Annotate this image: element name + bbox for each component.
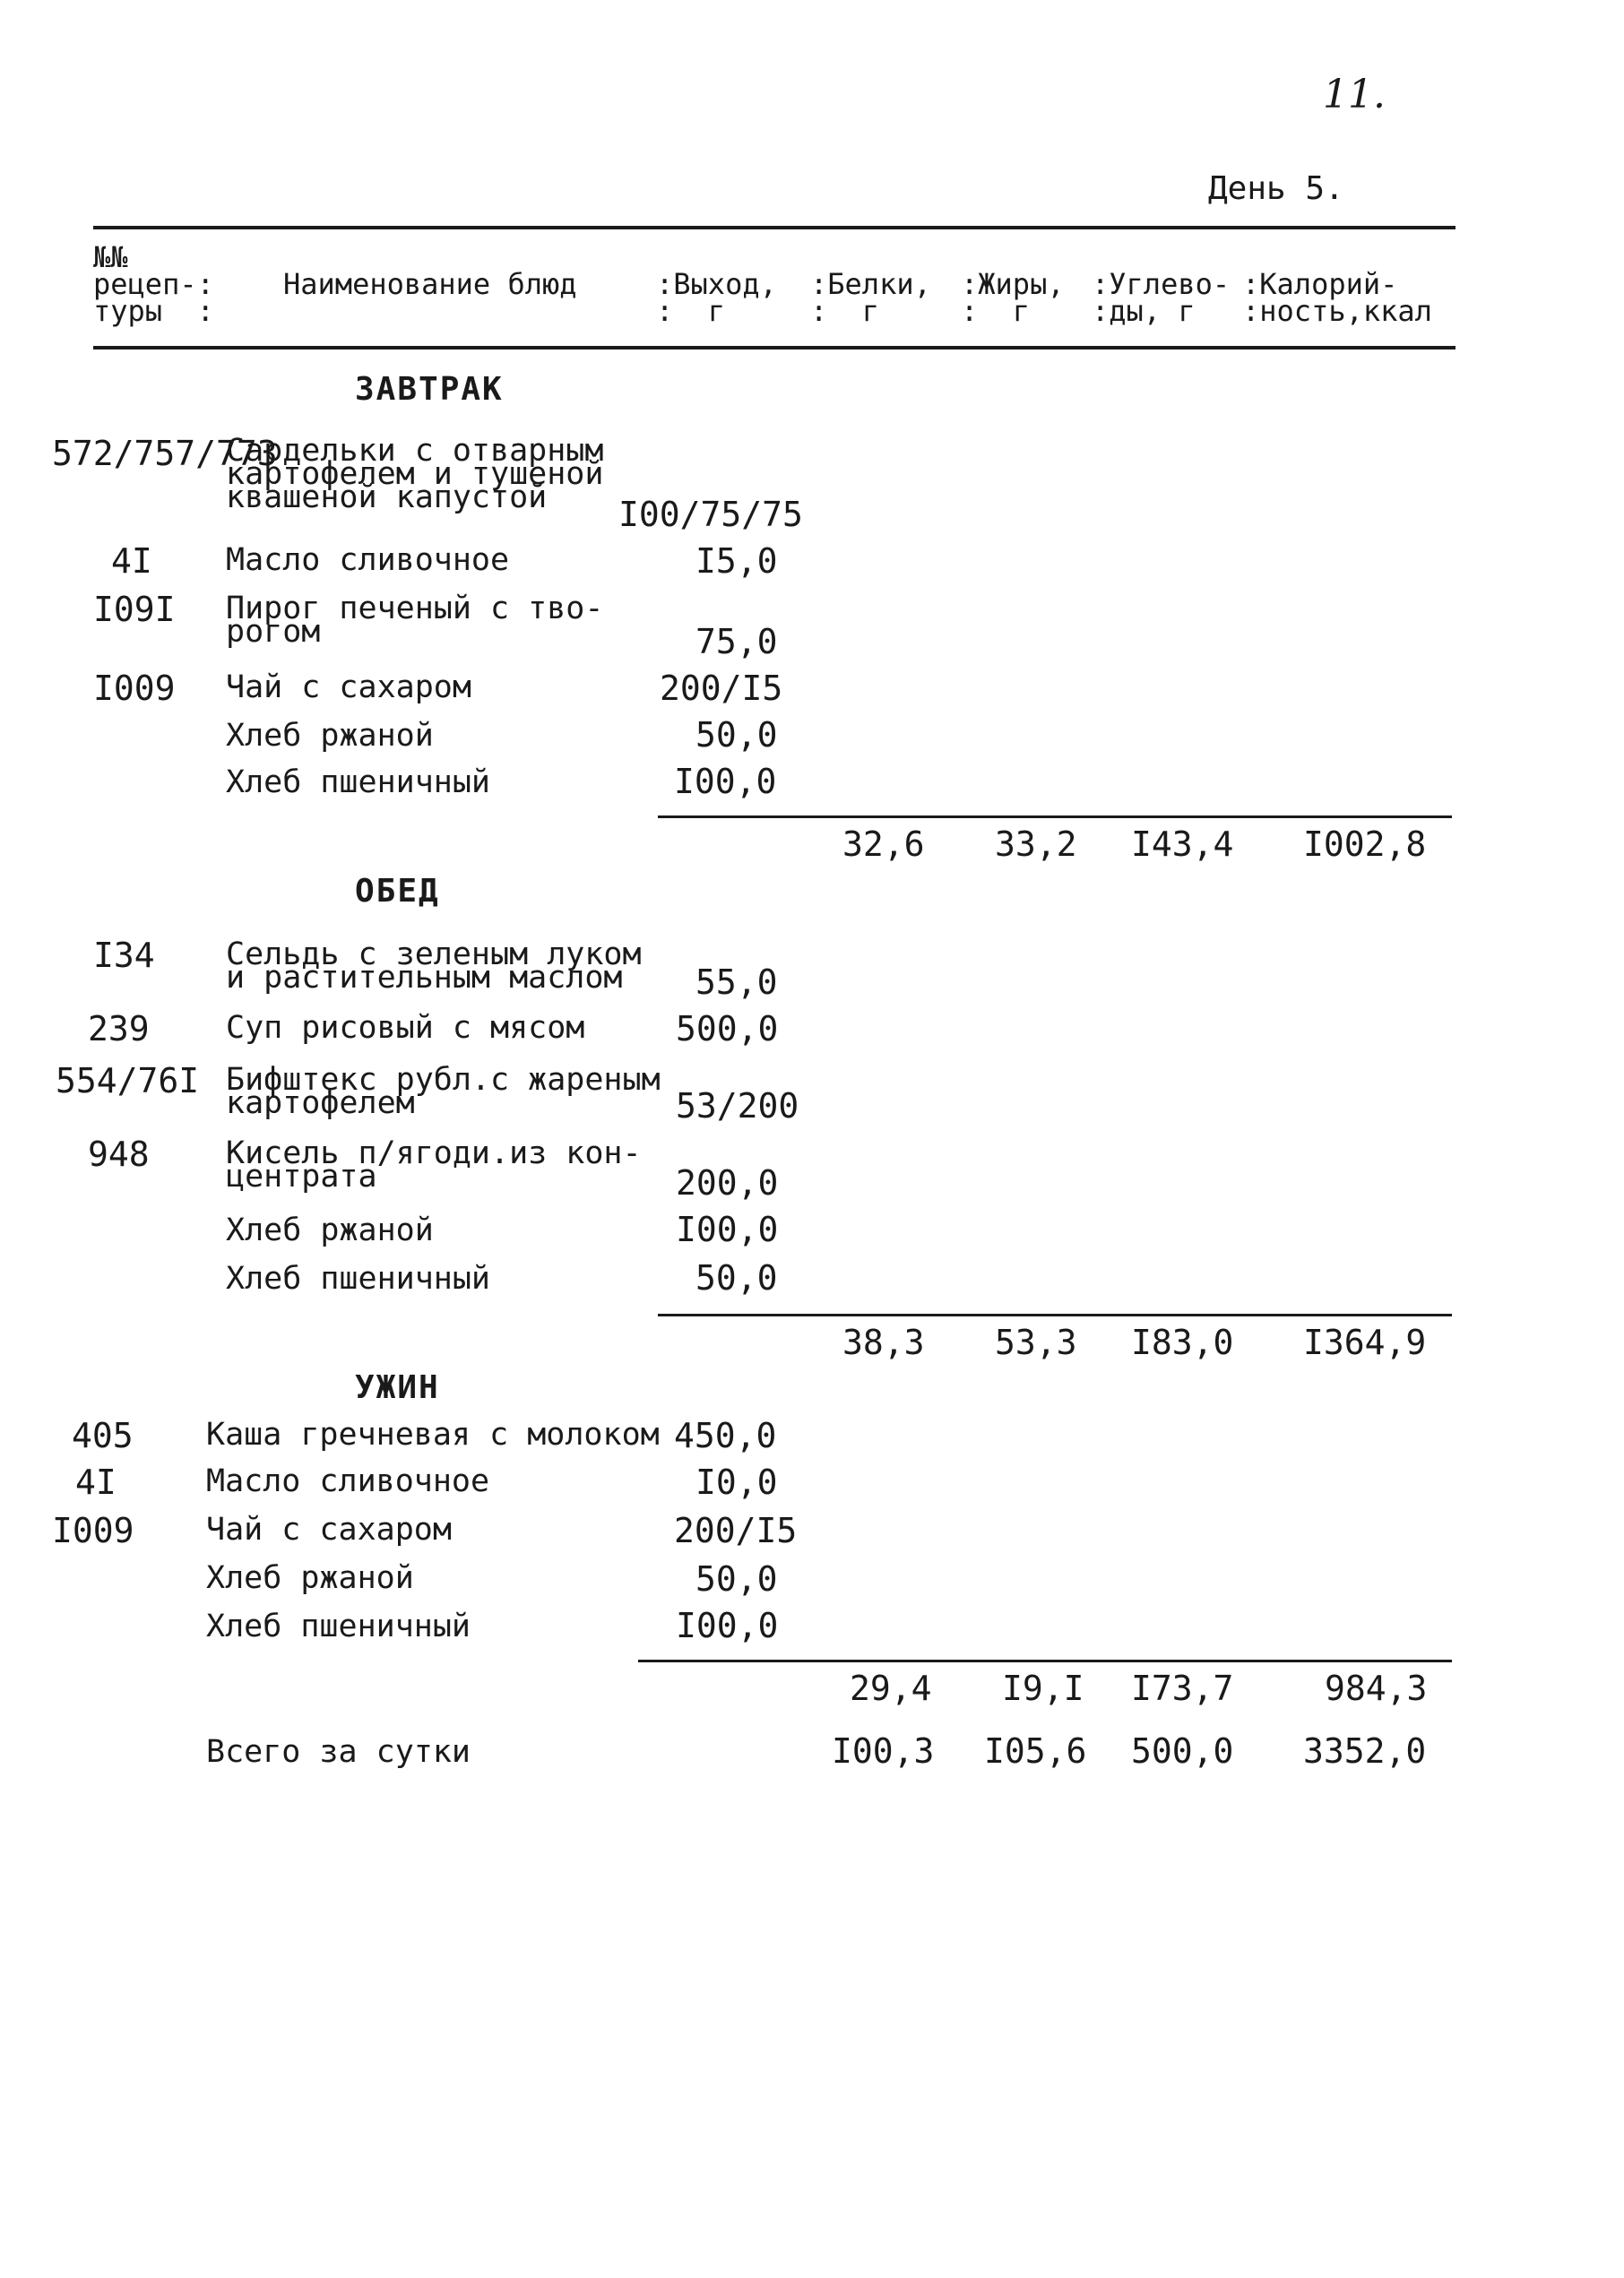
dish-yield: 50,0	[695, 1559, 778, 1599]
header-col-fat: :Жиры, : г	[961, 267, 1065, 328]
total-protein: 38,3	[842, 1323, 925, 1362]
total-fat: 53,3	[995, 1323, 1077, 1362]
section-total-rule	[658, 1314, 1452, 1316]
dish-name: Суп рисовый с мясом	[226, 1010, 585, 1046]
dish-yield: I5,0	[695, 541, 778, 581]
dish-yield: 75,0	[695, 622, 778, 661]
total-kcal: I364,9	[1303, 1323, 1427, 1362]
dish-yield: 200,0	[676, 1163, 779, 1203]
header-col-name: Наименование блюд	[283, 267, 577, 301]
dish-yield: 500,0	[676, 1009, 779, 1048]
header-col-kcal: :Калорий- :ность,ккал	[1242, 267, 1432, 328]
dish-yield: I0,0	[695, 1463, 778, 1502]
header-col-carbs: :Углево- :ды, г	[1092, 267, 1231, 328]
recipe-code: I009	[52, 1511, 134, 1550]
dish-yield: 55,0	[695, 962, 778, 1002]
section-title-lunch: ОБЕД	[355, 873, 440, 910]
dish-name: Хлеб пшеничный	[226, 764, 491, 800]
section-title-dinner: УЖИН	[355, 1369, 440, 1406]
section-total-rule	[658, 815, 1452, 818]
dish-yield: 53/200	[676, 1086, 799, 1126]
total-fat: 33,2	[995, 824, 1077, 864]
day-label: День 5.	[1208, 170, 1344, 207]
header-col-protein: :Белки, : г	[810, 267, 931, 328]
dish-yield: I00,0	[674, 762, 777, 801]
grand-total-protein: I00,3	[832, 1731, 935, 1771]
dish-yield: 450,0	[674, 1416, 777, 1455]
dish-yield: 200/I5	[674, 1511, 798, 1550]
dish-name: Масло сливочное	[206, 1463, 490, 1499]
total-carbs: I83,0	[1131, 1323, 1234, 1362]
total-kcal: I002,8	[1303, 824, 1427, 864]
dish-name: Сардельки с отварным картофелем и тушеной квашеной капустой	[226, 433, 604, 515]
recipe-code: 405	[72, 1416, 134, 1455]
grand-total-fat: I05,6	[984, 1731, 1087, 1771]
dish-yield: I00/75/75	[618, 495, 803, 534]
recipe-code: 572/757/773	[52, 434, 278, 473]
page-number: 11.	[1323, 72, 1386, 117]
dish-yield: 200/I5	[660, 669, 783, 708]
recipe-code: 4I	[111, 541, 152, 581]
grand-total-carbs: 500,0	[1131, 1731, 1234, 1771]
recipe-code: I009	[93, 669, 176, 708]
header-bottom-rule	[93, 346, 1456, 349]
recipe-code: 4I	[75, 1463, 117, 1502]
grand-total-label: Всего за сутки	[206, 1734, 471, 1770]
dish-name: Каша гречневая с молоком	[206, 1417, 660, 1453]
dish-name: Масло сливочное	[226, 542, 510, 578]
dish-name: Сельдь с зеленым луком и растительным маслом	[226, 936, 642, 996]
total-fat: I9,I	[1002, 1669, 1084, 1708]
header-col-yield: :Выход, : г	[656, 267, 777, 328]
dish-name: Чай с сахаром	[206, 1512, 452, 1548]
dish-yield: 50,0	[695, 1258, 778, 1298]
recipe-code: 948	[88, 1135, 150, 1174]
dish-name: Кисель п/ягоди.из кон- центрата	[226, 1135, 642, 1195]
section-title-breakfast: ЗАВТРАК	[355, 371, 504, 408]
dish-name: Хлеб пшеничный	[206, 1609, 471, 1644]
section-total-rule	[638, 1660, 1452, 1662]
total-kcal: 984,3	[1325, 1669, 1428, 1708]
dish-yield: 50,0	[695, 715, 778, 755]
recipe-code: 554/76I	[56, 1061, 200, 1100]
dish-yield: I00,0	[676, 1210, 779, 1249]
dish-name: Бифштекс рубл.с жареным картофелем	[226, 1062, 661, 1121]
dish-name: Чай с сахаром	[226, 669, 471, 705]
total-protein: 32,6	[842, 824, 925, 864]
recipe-code: 239	[88, 1009, 150, 1048]
header-col-number: №№ рецеп-: туры :	[93, 240, 214, 328]
dish-name: Хлеб ржаной	[206, 1560, 414, 1596]
total-protein: 29,4	[850, 1669, 932, 1708]
total-carbs: I73,7	[1131, 1669, 1234, 1708]
dish-name: Хлеб пшеничный	[226, 1261, 491, 1297]
grand-total-kcal: 3352,0	[1303, 1731, 1427, 1771]
dish-name: Пирог печеный с тво- рогом	[226, 591, 604, 650]
header-top-rule	[93, 226, 1456, 229]
total-carbs: I43,4	[1131, 824, 1234, 864]
recipe-code: I34	[93, 936, 155, 975]
recipe-code: I09I	[93, 590, 176, 629]
dish-name: Хлеб ржаной	[226, 718, 434, 754]
dish-name: Хлеб ржаной	[226, 1212, 434, 1248]
dish-yield: I00,0	[676, 1606, 779, 1645]
